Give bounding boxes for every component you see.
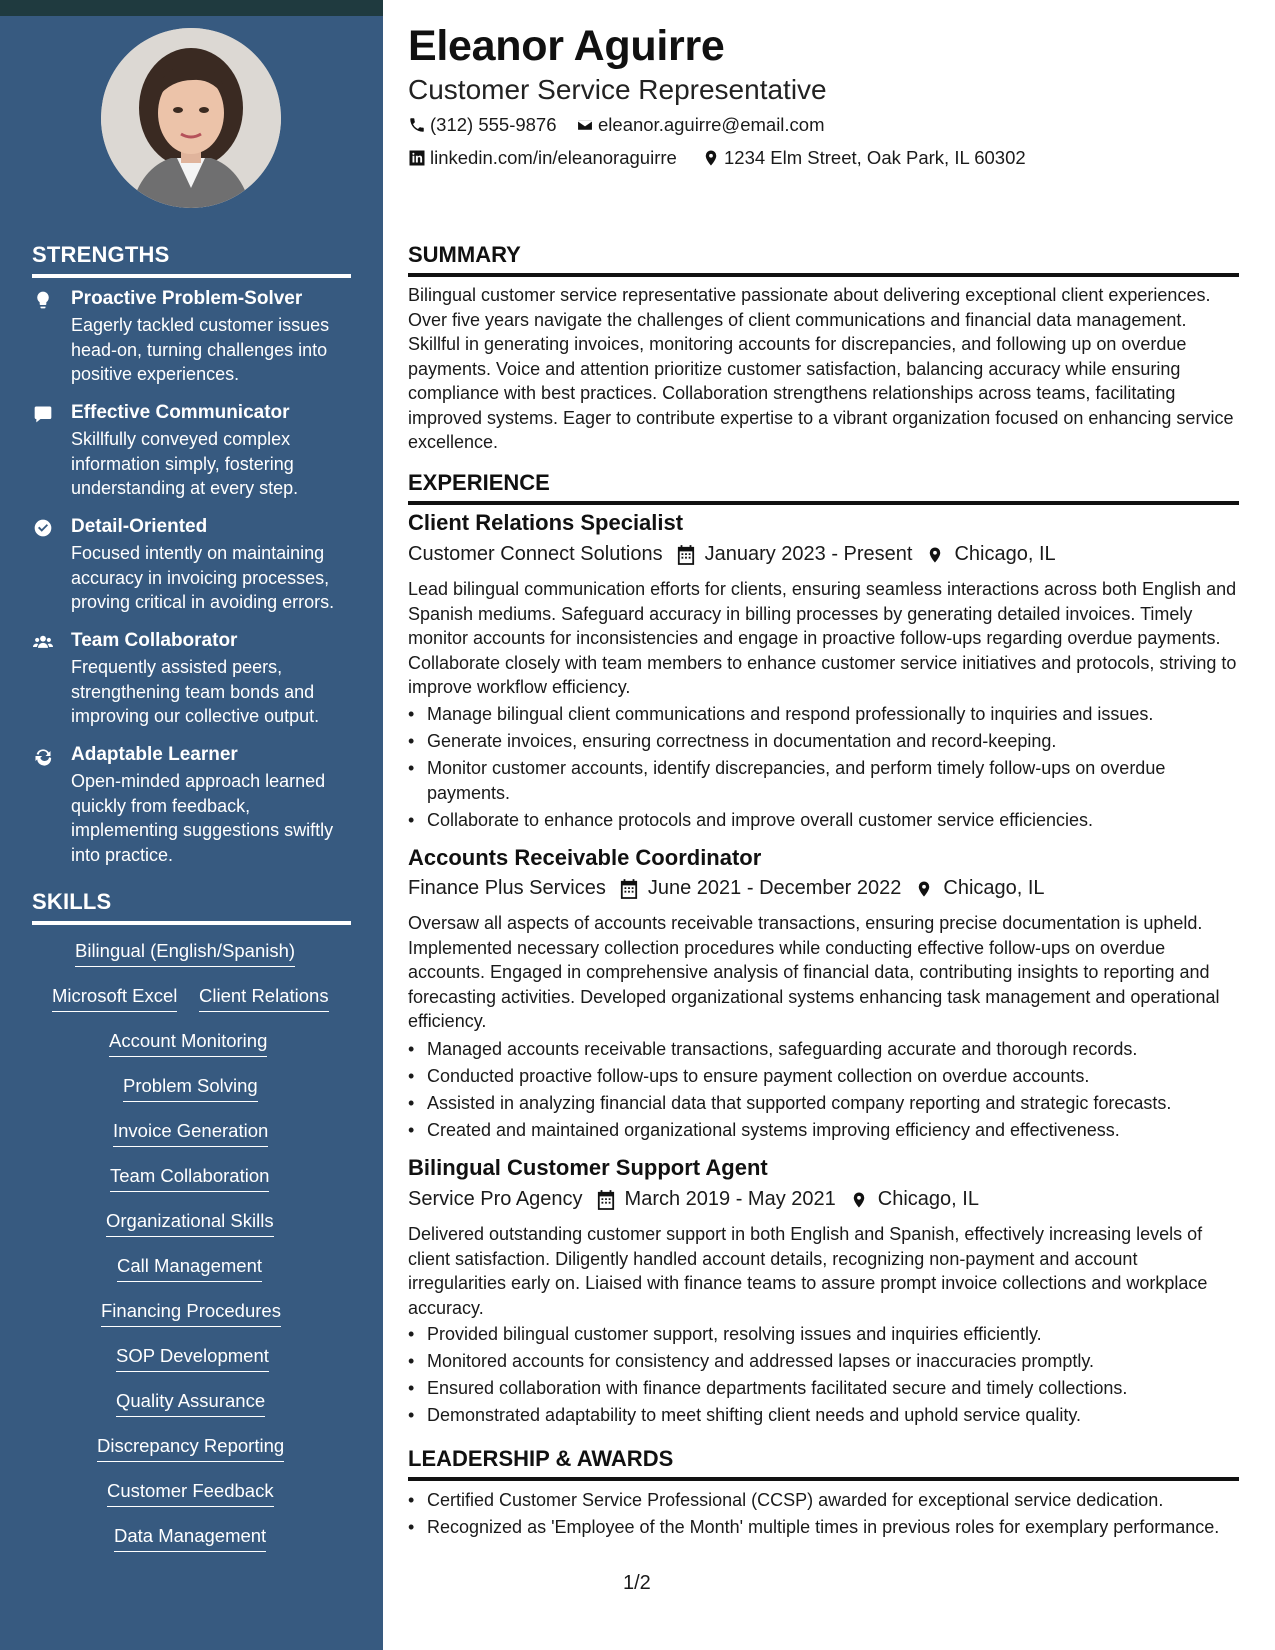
list-item: • Provided bilingual customer support, resolving issues and inquiries efficiently.: [408, 1322, 1239, 1347]
map-pin-icon: [702, 149, 720, 167]
job-description: Delivered outstanding customer support in both English and Spanish, effectively increasing levels of client satisfaction. Diligently handled account details, recognizing non-payment and account irregularities early on. Liaised with finance teams to assure prompt invoice collections and workplace accuracy.: [408, 1224, 1208, 1318]
strength-description: Frequently assisted peers, strengthening team bonds and improving our collective output.: [71, 657, 320, 726]
skill-tag: Bilingual (English/Spanish): [75, 940, 295, 967]
skill-tag: Microsoft Excel: [52, 985, 177, 1012]
strength-title: Effective Communicator: [71, 402, 290, 423]
list-item: • Managed accounts receivable transactions, safeguarding accurate and thorough records.: [408, 1037, 1239, 1062]
skill-tag: Customer Feedback: [107, 1480, 274, 1507]
strength-description: Eagerly tackled customer issues head-on, turning challenges into positive experiences.: [71, 315, 330, 384]
skill-tag: Data Management: [114, 1525, 266, 1552]
calendar-icon: [677, 545, 695, 565]
strength-title: Proactive Problem-Solver: [71, 288, 303, 309]
list-item: • Manage bilingual client communications and respond professionally to inquiries and issues.: [408, 702, 1239, 727]
linkedin-icon: [408, 149, 426, 167]
strength-title: Adaptable Learner: [71, 744, 238, 765]
skill-tag: Financing Procedures: [101, 1300, 281, 1327]
job-company: Finance Plus Services: [408, 877, 606, 899]
candidate-name: Eleanor Aguirre: [408, 22, 725, 70]
job-bullets: [408, 702, 1239, 835]
strengths-heading: STRENGTHS: [32, 242, 351, 278]
job-dates: June 2021 - December 2022: [647, 877, 902, 899]
chat-bubble-icon: [32, 403, 54, 425]
skill-tag: Discrepancy Reporting: [97, 1435, 284, 1462]
experience-heading: EXPERIENCE: [408, 470, 1239, 505]
list-item: • Demonstrated adaptability to meet shifting client needs and uphold service quality.: [408, 1403, 1239, 1428]
strength-description: Open-minded approach learned quickly from feedback, implementing suggestions swiftly into practice.: [71, 771, 334, 865]
skill-tag: Client Relations: [199, 985, 329, 1012]
job-location: Chicago, IL: [943, 877, 1045, 899]
phone-contact[interactable]: [408, 114, 557, 136]
email-text: eleanor.aguirre@email.com: [598, 114, 825, 135]
phone-icon: [408, 116, 426, 134]
linkedin-contact[interactable]: [408, 147, 677, 169]
awards-list: [408, 1488, 1239, 1542]
job-bullets: [408, 1322, 1239, 1430]
summary-heading: SUMMARY: [408, 242, 1239, 277]
list-item: • Certified Customer Service Professional (CCSP) awarded for exceptional service dedication.: [408, 1488, 1239, 1513]
job-title: Accounts Receivable Coordinator: [408, 845, 762, 870]
phone-text: (312) 555-9876: [430, 114, 557, 135]
awards-heading: LEADERSHIP & AWARDS: [408, 1446, 1239, 1481]
job-meta: [408, 543, 1056, 566]
skill-tag: SOP Development: [116, 1345, 269, 1372]
list-item: • Created and maintained organizational systems improving efficiency and effectiveness.: [408, 1118, 1239, 1143]
skill-tag: Quality Assurance: [116, 1390, 265, 1417]
job-description: Lead bilingual communication efforts for clients, ensuring seamless interactions across both English and Spanish mediums. Safeguard accuracy in billing processes by generating detailed invoices. Timely monitor accounts for inconsistencies and engage in proactive follow-ups regarding overdue payments. Collaborate closely with team members to enhance customer service initiatives and protocols, striving to improve workflow efficiency.: [408, 579, 1237, 697]
job-dates: March 2019 - May 2021: [624, 1188, 836, 1210]
map-pin-icon: [850, 1190, 868, 1210]
job-title: Client Relations Specialist: [408, 510, 684, 535]
list-item: • Conducted proactive follow-ups to ensure payment collection on overdue accounts.: [408, 1064, 1239, 1089]
list-item: • Monitor customer accounts, identify discrepancies, and perform timely follow-ups on overdue payments.: [408, 756, 1239, 805]
skill-tag: Call Management: [117, 1255, 262, 1282]
summary-text: Bilingual customer service representative passionate about delivering exceptional client experiences. Over five years navigate the challenges of client communications and financial data management. Skillful in generating invoices, monitoring accounts for discrepancies, and following up on overdue payments. Voice and attention prioritize customer satisfaction, balancing accuracy while ensuring compliance with best practices. Collaboration strengthens relationships across teams, facilitating improved systems. Eager to contribute expertise to a vibrant organization focused on enhancing service excellence.: [408, 285, 1234, 452]
list-item: • Monitored accounts for consistency and addressed lapses or inaccuracies promptly.: [408, 1349, 1239, 1374]
skill-tag: Team Collaboration: [110, 1165, 269, 1192]
strength-title: Detail-Oriented: [71, 516, 208, 537]
job-description: Oversaw all aspects of accounts receivable transactions, ensuring precise documentation is upheld. Implemented necessary collection procedures while conducting effective follow-ups on overdue accounts. Engaged in comprehensive analysis of financial data, contributing insights to reporting and forecasting activities. Developed organizational systems enhancing task management and operational efficiency.: [408, 913, 1220, 1031]
strength-description: Skillfully conveyed complex information simply, fostering understanding at every step.: [71, 429, 299, 498]
skills-heading: SKILLS: [32, 889, 351, 925]
list-item: • Ensured collaboration with finance departments facilitated secure and timely collections.: [408, 1376, 1239, 1401]
top-accent-bar: [0, 0, 383, 16]
job-bullets: [408, 1037, 1239, 1145]
envelope-icon: [576, 116, 594, 134]
strength-title: Team Collaborator: [71, 630, 238, 651]
candidate-role: Customer Service Representative: [408, 74, 827, 105]
list-item: • Recognized as 'Employee of the Month' multiple times in previous roles for exemplary performance.: [408, 1515, 1239, 1540]
users-icon: [32, 631, 54, 653]
address-contact: [702, 147, 1026, 169]
skill-tag: Invoice Generation: [113, 1120, 268, 1147]
list-item: • Assisted in analyzing financial data that supported company reporting and strategic forecasts.: [408, 1091, 1239, 1116]
map-pin-icon: [915, 879, 933, 899]
list-item: • Generate invoices, ensuring correctness in documentation and record-keeping.: [408, 729, 1239, 754]
check-circle-icon: [32, 517, 54, 539]
address-text: 1234 Elm Street, Oak Park, IL 60302: [724, 147, 1026, 168]
lightbulb-icon: [32, 289, 54, 311]
calendar-icon: [597, 1190, 615, 1210]
calendar-icon: [620, 879, 638, 899]
page-number: 1/2: [623, 1572, 651, 1594]
job-company: Service Pro Agency: [408, 1188, 583, 1210]
strength-description: Focused intently on maintaining accuracy in invoicing processes, proving critical in avoiding errors.: [71, 543, 335, 612]
skill-tag: Organizational Skills: [106, 1210, 274, 1237]
refresh-icon: [32, 745, 54, 767]
job-meta: [408, 1188, 979, 1211]
map-pin-icon: [926, 545, 944, 565]
email-contact[interactable]: [576, 114, 825, 136]
job-company: Customer Connect Solutions: [408, 543, 663, 565]
skill-tag: Problem Solving: [123, 1075, 258, 1102]
job-location: Chicago, IL: [877, 1188, 979, 1210]
job-meta: [408, 877, 1045, 900]
linkedin-text: linkedin.com/in/eleanoraguirre: [430, 147, 677, 168]
list-item: • Collaborate to enhance protocols and improve overall customer service efficiencies.: [408, 808, 1239, 833]
job-title: Bilingual Customer Support Agent: [408, 1155, 768, 1180]
job-dates: January 2023 - Present: [704, 543, 913, 565]
profile-photo: [101, 28, 281, 208]
job-location: Chicago, IL: [954, 543, 1056, 565]
skill-tag: Account Monitoring: [109, 1030, 267, 1057]
